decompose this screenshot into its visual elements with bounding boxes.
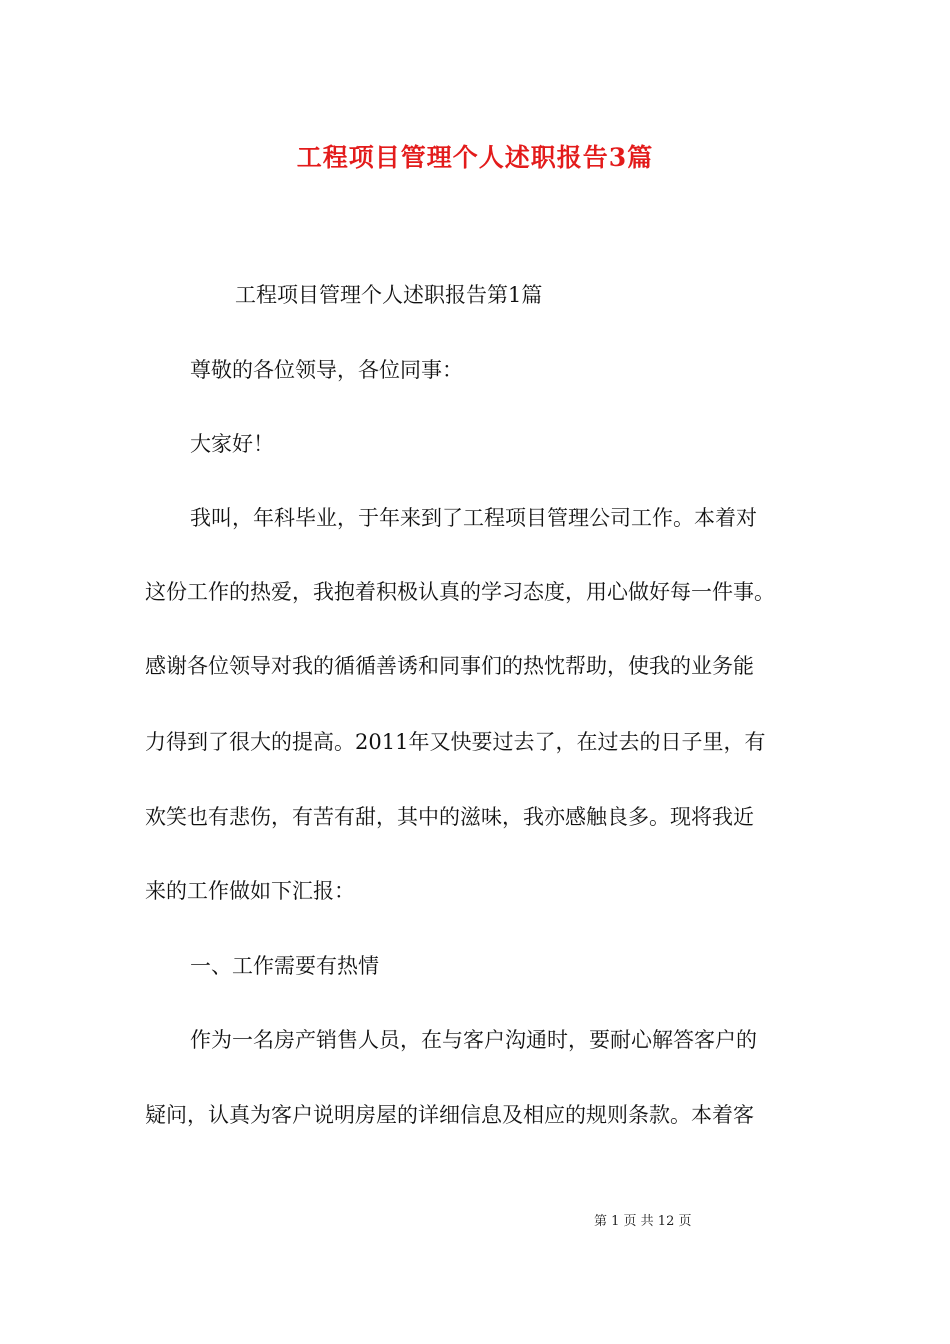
paragraph-line: 这份工作的热爱，我抱着积极认真的学习态度，用心做好每一件事。 xyxy=(145,580,775,604)
page-footer: 第 1 页 共 12 页 xyxy=(594,1214,692,1229)
document-title: 工程项目管理个人述职报告3篇 xyxy=(296,143,654,172)
paragraph-line: 欢笑也有悲伤，有苦有甜，其中的滋味，我亦感触良多。现将我近 xyxy=(145,805,754,829)
paragraph-line: 作为一名房产销售人员，在与客户沟通时，要耐心解答客户的 xyxy=(190,1028,757,1052)
paragraph-line: 力得到了很大的提高。2011年又快要过去了，在过去的日子里，有 xyxy=(145,730,766,754)
greeting: 大家好！ xyxy=(190,432,274,456)
section-heading: 工程项目管理个人述职报告第1篇 xyxy=(235,283,543,307)
paragraph-line: 感谢各位领导对我的循循善诱和同事们的热忱帮助，使我的业务能 xyxy=(145,654,754,678)
paragraph-line: 疑问，认真为客户说明房屋的详细信息及相应的规则条款。本着客 xyxy=(145,1103,754,1127)
section-heading-work: 一、工作需要有热情 xyxy=(190,954,379,978)
salutation: 尊敬的各位领导，各位同事： xyxy=(190,358,463,382)
paragraph-line: 来的工作做如下汇报： xyxy=(145,879,355,903)
paragraph-line: 我叫，年科毕业，于年来到了工程项目管理公司工作。本着对 xyxy=(190,506,757,530)
